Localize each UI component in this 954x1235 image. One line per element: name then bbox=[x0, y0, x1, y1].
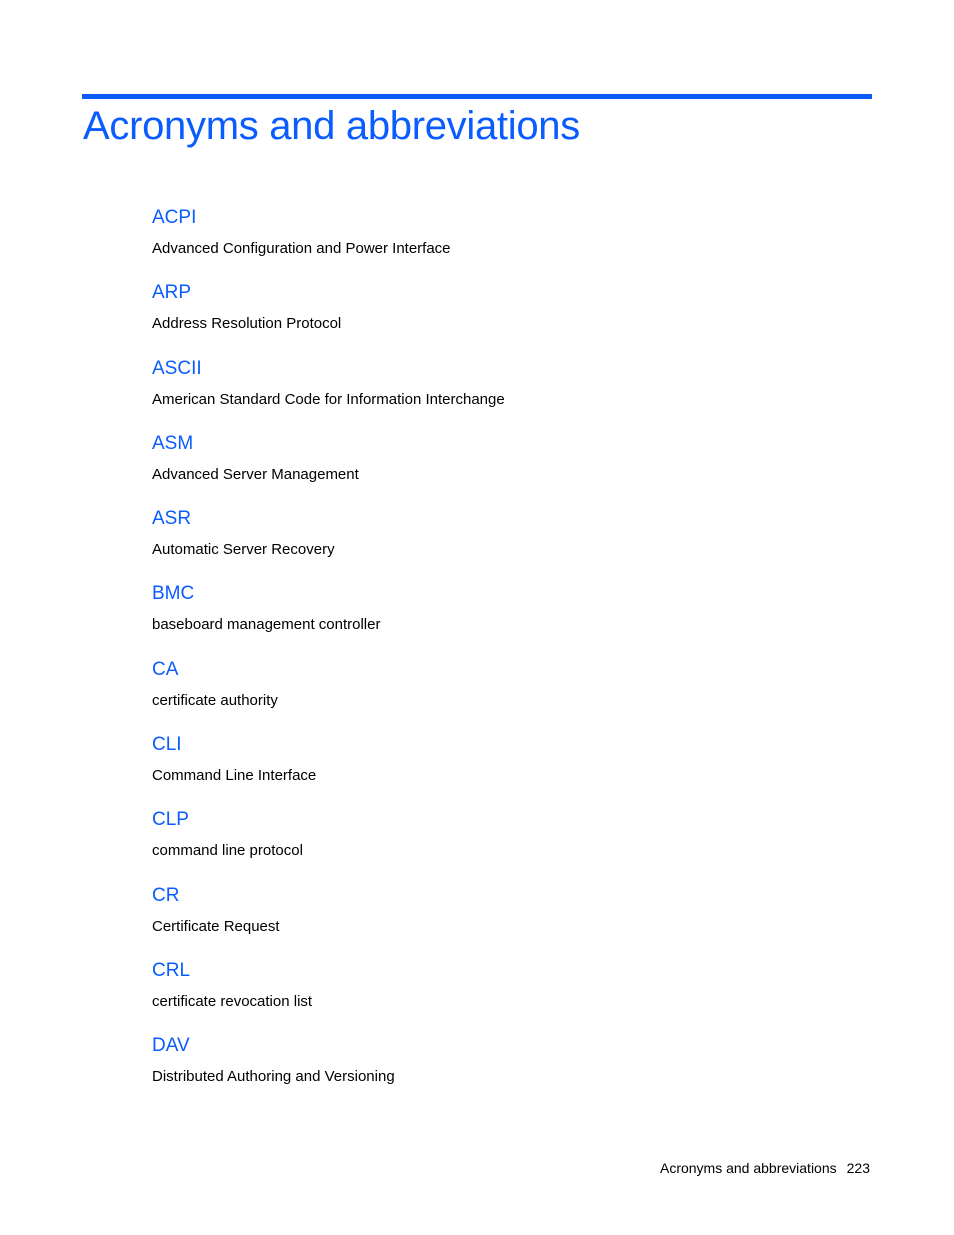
acronym-definition: baseboard management controller bbox=[152, 616, 381, 634]
acronym-term: ACPI bbox=[152, 207, 197, 228]
acronym-list bbox=[152, 205, 832, 1109]
acronym-term: ASCII bbox=[152, 357, 202, 379]
page-number: 223 bbox=[846, 1160, 870, 1176]
acronym-entry bbox=[152, 581, 832, 656]
acronym-definition: Address Resolution Protocol bbox=[152, 315, 342, 333]
acronym-entry bbox=[152, 732, 832, 807]
acronym-entry bbox=[152, 883, 832, 958]
acronym-definition: Advanced Configuration and Power Interface bbox=[152, 240, 451, 257]
acronym-definition: Automatic Server Recovery bbox=[152, 541, 335, 559]
page-title: Acronyms and abbreviations bbox=[83, 104, 580, 148]
acronym-term: CLP bbox=[152, 809, 189, 831]
acronym-definition: Command Line Interface bbox=[152, 767, 317, 785]
acronym-definition: certificate authority bbox=[152, 691, 278, 709]
acronym-entry bbox=[152, 807, 832, 882]
acronym-definition: command line protocol bbox=[152, 842, 303, 860]
acronym-term: CA bbox=[152, 658, 179, 680]
acronym-definition: American Standard Code for Information Interchange bbox=[152, 390, 505, 408]
acronym-entry bbox=[152, 958, 832, 1033]
acronym-definition: Certificate Request bbox=[152, 917, 280, 935]
acronym-term: CRL bbox=[152, 959, 191, 981]
acronym-term: ASM bbox=[152, 432, 194, 454]
acronym-term: CLI bbox=[152, 734, 182, 756]
acronym-entry bbox=[152, 205, 832, 280]
footer-section-title: Acronyms and abbreviations bbox=[659, 1160, 837, 1176]
acronym-entry bbox=[152, 356, 832, 431]
acronym-term: ASR bbox=[152, 508, 192, 530]
acronym-term: ARP bbox=[152, 282, 192, 304]
acronym-definition: Advanced Server Management bbox=[152, 465, 359, 483]
acronym-entry bbox=[152, 657, 832, 732]
title-rule bbox=[82, 94, 872, 99]
acronym-term: CR bbox=[152, 884, 180, 906]
acronym-definition: certificate revocation list bbox=[152, 992, 313, 1010]
page-footer bbox=[660, 1158, 870, 1178]
acronym-term: BMC bbox=[152, 583, 195, 605]
acronym-entry bbox=[152, 1033, 832, 1108]
acronym-entry bbox=[152, 506, 832, 581]
acronym-entry bbox=[152, 431, 832, 506]
acronym-definition: Distributed Authoring and Versioning bbox=[152, 1068, 395, 1086]
acronym-term: DAV bbox=[152, 1035, 190, 1057]
acronym-entry bbox=[152, 280, 832, 355]
